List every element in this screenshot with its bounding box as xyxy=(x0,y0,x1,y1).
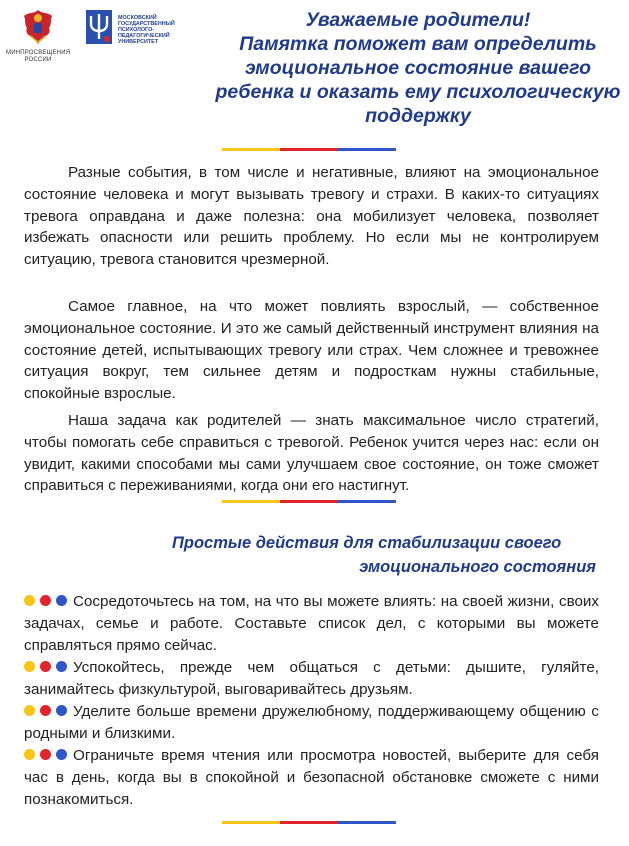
tricolor-divider xyxy=(222,500,396,503)
title-line: Уважаемые родители! xyxy=(305,9,531,31)
tip-text: Ограничьте время чтения или просмотра новостей, выберите для себя час в день, когда вы в спокойной и безопасной обстановке сможете с ними познакомиться. xyxy=(24,747,599,808)
intro-paragraph: Наша задача как родителей — знать максимальное число стратегий, чтобы помогать себе справиться с тревогой. Ребенок учится через нас: если он увидит, какими способами мы сами улучшаем свое состояние, он тоже сможет справиться с переживаниями, когда они его настигнут. xyxy=(24,412,599,495)
title-line: поддержку xyxy=(365,105,471,127)
tricolor-divider xyxy=(222,821,396,824)
page-title xyxy=(212,8,624,128)
intro-paragraph: Самое главное, на что может повлиять взрослый, — собственное эмоциональное состояние. И это же самый действенный инструмент влияния на состояние детей, испытывающих тревогу или страх. Чем сложнее и тревожнее ситуация вокруг, тем сильнее детям и подросткам нужны стабильные, спокойные взрослые. xyxy=(24,298,599,403)
tip-item xyxy=(24,701,599,745)
intro-paragraph: Разные события, в том числе и негативные, влияют на эмоциональное состояние человека и могут вызывать тревогу и страхи. В каких-то ситуациях тревога оправдана и даже полезна: она мобилизует человека, позволяет избежать опасности или решить проблему. Но если мы не контролируем ситуацию, тревога становится чрезмерной. xyxy=(24,164,599,269)
bullet-dots-icon xyxy=(24,591,67,613)
tricolor-divider xyxy=(222,148,396,151)
bullet-dots-icon xyxy=(24,745,67,767)
bullet-dots-icon xyxy=(24,657,67,679)
section-title-line: эмоционального состояния xyxy=(359,558,596,576)
university-label: МОСКОВСКИЙ ГОСУДАРСТВЕННЫЙ ПСИХОЛОГО- ПЕДАГОГИЧЕСКИЙ УНИВЕРСИТЕТ xyxy=(118,15,175,45)
eagle-emblem-icon xyxy=(18,6,58,48)
tip-item xyxy=(24,657,599,701)
ministry-label: МИНПРОСВЕЩЕНИЯ РОССИИ xyxy=(6,50,71,63)
section-title-line: Простые действия для стабилизации своего xyxy=(172,534,562,552)
title-line: Памятка поможет вам определить xyxy=(239,33,597,55)
tip-item xyxy=(24,591,599,656)
psi-logo-icon xyxy=(86,10,112,44)
title-line: ребенка и оказать ему психологическую xyxy=(215,81,621,103)
section-title xyxy=(160,531,596,579)
tip-text: Уделите больше времени дружелюбному, поддерживающему общению с родными и близкими. xyxy=(24,703,599,742)
ministry-logo xyxy=(6,6,70,64)
bullet-dots-icon xyxy=(24,701,67,723)
tip-text: Успокойтесь, прежде чем общаться с детьми: дышите, гуляйте, занимайтесь физкультурой, выговаривайтесь друзьям. xyxy=(24,659,599,698)
tip-text: Сосредоточьтесь на том, на что вы можете влиять: на своей жизни, своих задачах, семье и работе. Составьте список дел, с которыми вы можете справляться прямо сейчас. xyxy=(24,593,599,654)
title-line: эмоциональное состояние вашего xyxy=(245,57,591,79)
tip-item xyxy=(24,745,599,810)
